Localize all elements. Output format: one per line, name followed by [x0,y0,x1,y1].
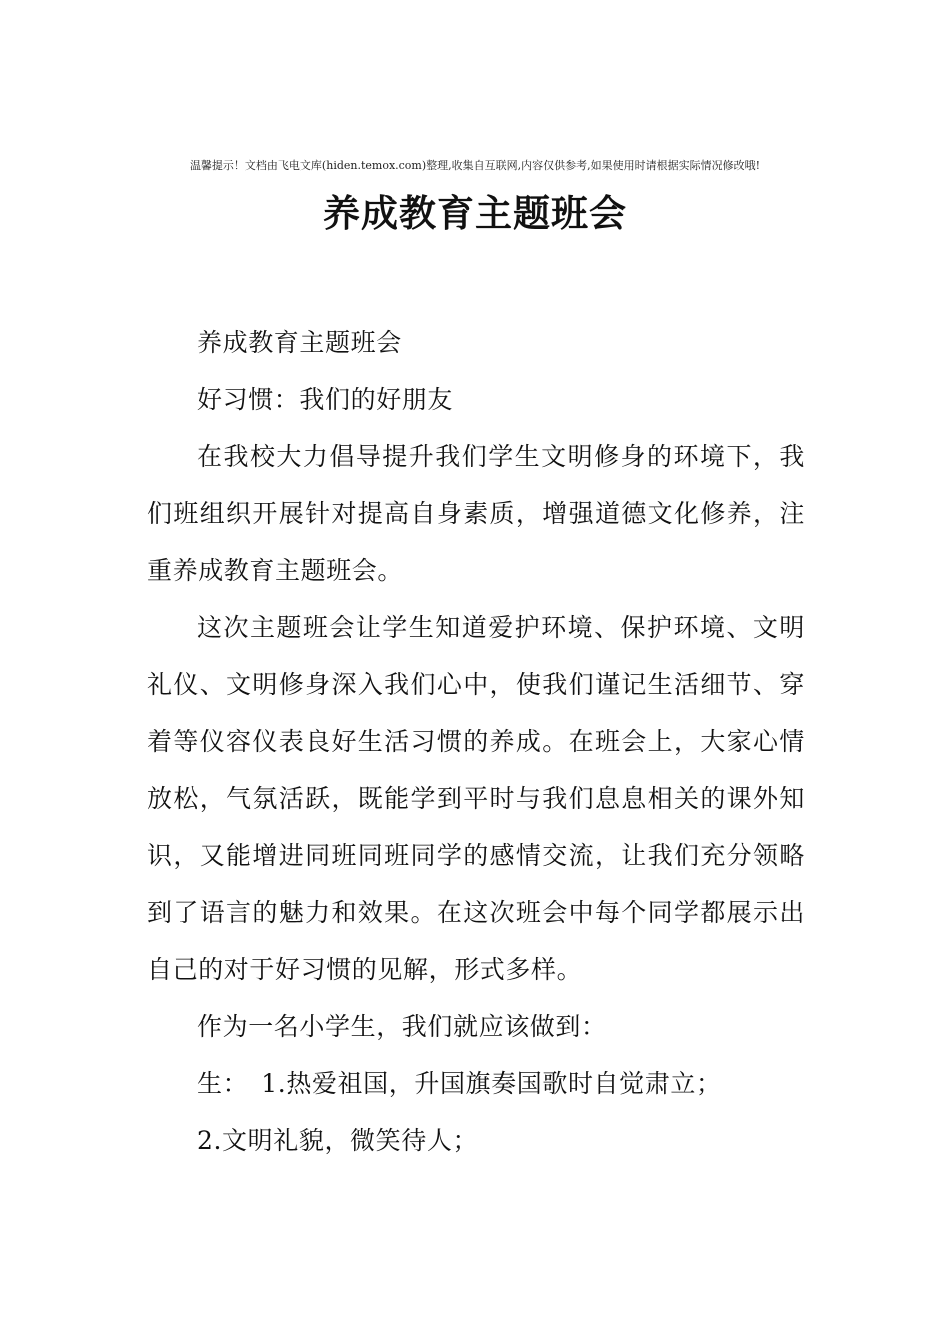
document-title: 养成教育主题班会 [323,192,627,235]
paragraph-subtitle: 养成教育主题班会 [197,328,402,357]
document-body [147,314,805,1169]
paragraph-summary: 这次主题班会让学生知道爱护环境、保护环境、文明礼仪、文明修身深入我们心中，使我们谨记生活细节、穿着等仪容仪表良好生活习惯的养成。在班会上，大家心情放松，气氛活跃，既能学到平时与我们息息相关的课外知识，又能增进同班同班同学的感情交流，让我们充分领略到了语言的魅力和效果。在这次班会中每个同学都展示出自己的对于好习惯的见解，形式多样。 [147,613,805,984]
paragraph-intro: 在我校大力倡导提升我们学生文明修身的环境下，我们班组织开展针对提高自身素质，增强道德文化修养，注重养成教育主题班会。 [147,442,805,585]
paragraph-theme: 好习惯：我们的好朋友 [197,385,454,414]
paragraph-should-do: 作为一名小学生，我们就应该做到： [197,1012,607,1041]
download-notice: 温馨提示！文档由飞电文库(hiden.temox.com)整理,收集自互联网,内容仅供参考,如果使用时请根据实际情况修改哦! [189,159,761,172]
list-item-1: 生： 1.热爱祖国，升国旗奏国歌时自觉肃立； [197,1069,722,1098]
list-item-2: 2.文明礼貌，微笑待人； [197,1126,479,1155]
